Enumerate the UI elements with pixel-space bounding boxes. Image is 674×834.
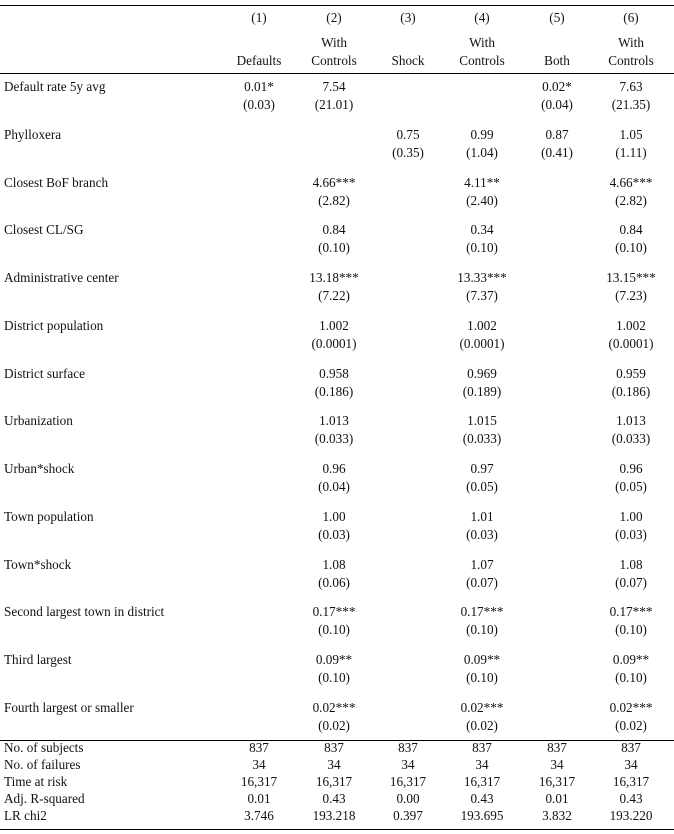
std-error-cell: (0.02) (466, 718, 498, 733)
column-number: (1) (251, 10, 267, 25)
coefficient-cell: 1.002 (467, 318, 497, 333)
row-label: Closest CL/SG (4, 222, 84, 237)
stat-value: 0.43 (322, 791, 346, 806)
stat-value: 837 (621, 740, 641, 755)
stat-value: 34 (327, 757, 341, 772)
std-error-cell: (2.82) (318, 193, 350, 208)
coefficient-cell: 1.002 (616, 318, 646, 333)
coefficient-cell: 1.013 (319, 413, 349, 428)
coefficient-cell: 13.33*** (457, 270, 507, 285)
row-label: Urbanization (4, 413, 73, 428)
std-error-cell: (0.033) (611, 431, 651, 446)
coefficient-cell: 4.66*** (312, 175, 356, 190)
coefficient-cell: 0.09** (612, 652, 650, 667)
stat-value: 193.695 (460, 808, 504, 823)
stat-value: 0.00 (396, 791, 420, 806)
stat-value: 837 (249, 740, 269, 755)
coefficient-cell: 0.75 (396, 127, 420, 142)
std-error-cell: (7.23) (615, 288, 647, 303)
row-label: Second largest town in district (4, 604, 165, 619)
coefficient-cell: 0.99 (470, 127, 494, 142)
table-rule (0, 73, 674, 74)
std-error-cell: (0.02) (615, 718, 647, 733)
std-error-cell: (1.04) (466, 145, 498, 160)
stat-value: 0.43 (470, 791, 494, 806)
std-error-cell: (0.186) (611, 384, 651, 399)
stat-value: 837 (472, 740, 492, 755)
column-header-line2: Controls (459, 53, 505, 68)
std-error-cell: (2.82) (615, 193, 647, 208)
coefficient-cell: 0.34 (470, 222, 494, 237)
std-error-cell: (0.0001) (459, 336, 505, 351)
column-header-line2: Controls (311, 53, 357, 68)
column-number: (4) (474, 10, 490, 25)
stat-value: 34 (401, 757, 415, 772)
coefficient-cell: 1.00 (619, 509, 643, 524)
coefficient-cell: 0.84 (619, 222, 643, 237)
column-header-line1: With (618, 35, 644, 50)
row-label: District surface (4, 366, 85, 381)
std-error-cell: (0.03) (318, 527, 350, 542)
std-error-cell: (0.10) (615, 622, 647, 637)
stat-label: No. of subjects (4, 740, 84, 755)
std-error-cell: (0.04) (541, 97, 573, 112)
coefficient-cell: 0.02*** (312, 700, 356, 715)
std-error-cell: (7.37) (466, 288, 498, 303)
stat-value: 193.220 (609, 808, 653, 823)
coefficient-cell: 0.17*** (460, 604, 504, 619)
std-error-cell: (0.07) (466, 575, 498, 590)
stat-value: 193.218 (312, 808, 356, 823)
stat-value: 34 (252, 757, 266, 772)
row-label: Urban*shock (4, 461, 75, 476)
stat-value: 34 (475, 757, 489, 772)
coefficient-cell: 0.96 (619, 461, 643, 476)
std-error-cell: (0.10) (318, 670, 350, 685)
stat-value: 837 (398, 740, 418, 755)
std-error-cell: (0.04) (318, 479, 350, 494)
column-header-line2: Both (544, 53, 570, 68)
stat-value: 837 (547, 740, 567, 755)
std-error-cell: (0.0001) (608, 336, 654, 351)
std-error-cell: (0.10) (318, 622, 350, 637)
row-label: Fourth largest or smaller (4, 700, 134, 715)
std-error-cell: (0.189) (462, 384, 502, 399)
stat-value: 16,317 (389, 774, 427, 789)
coefficient-cell: 0.09** (463, 652, 501, 667)
std-error-cell: (0.10) (466, 240, 498, 255)
stat-value: 34 (550, 757, 564, 772)
column-number: (3) (400, 10, 416, 25)
coefficient-cell: 1.05 (619, 127, 643, 142)
coefficient-cell: 0.969 (467, 366, 497, 381)
std-error-cell: (1.11) (615, 145, 647, 160)
coefficient-cell: 7.54 (322, 79, 346, 94)
coefficient-cell: 1.08 (619, 557, 643, 572)
coefficient-cell: 13.15*** (606, 270, 656, 285)
coefficient-cell: 1.013 (616, 413, 646, 428)
stat-value: 16,317 (315, 774, 353, 789)
coefficient-cell: 0.87 (545, 127, 569, 142)
row-label: Third largest (4, 652, 72, 667)
row-label: Town population (4, 509, 94, 524)
stat-value: 837 (324, 740, 344, 755)
std-error-cell: (0.05) (615, 479, 647, 494)
table-rule (0, 5, 674, 6)
stat-value: 16,317 (612, 774, 650, 789)
coefficient-cell: 0.958 (319, 366, 349, 381)
stat-value: 16,317 (463, 774, 501, 789)
coefficient-cell: 1.00 (322, 509, 346, 524)
coefficient-cell: 7.63 (619, 79, 643, 94)
coefficient-cell: 0.96 (322, 461, 346, 476)
stat-label: Time at risk (4, 774, 68, 789)
column-header-line2: Controls (608, 53, 654, 68)
coefficient-cell: 1.01 (470, 509, 494, 524)
std-error-cell: (0.02) (318, 718, 350, 733)
column-header-line2: Shock (391, 53, 425, 68)
stat-value: 16,317 (240, 774, 278, 789)
column-header-line1: With (469, 35, 495, 50)
std-error-cell: (0.03) (615, 527, 647, 542)
std-error-cell: (0.033) (462, 431, 502, 446)
coefficient-cell: 0.959 (616, 366, 646, 381)
coefficient-cell: 4.66*** (609, 175, 653, 190)
std-error-cell: (0.033) (314, 431, 354, 446)
coefficient-cell: 4.11** (464, 175, 500, 190)
std-error-cell: (0.10) (466, 670, 498, 685)
row-label: Closest BoF branch (4, 175, 109, 190)
coefficient-cell: 0.02*** (460, 700, 504, 715)
stat-label: No. of failures (4, 757, 81, 772)
row-label: Town*shock (4, 557, 72, 572)
std-error-cell: (0.10) (615, 240, 647, 255)
row-label: District population (4, 318, 104, 333)
coefficient-cell: 0.97 (470, 461, 494, 476)
stat-value: 3.832 (542, 808, 572, 823)
stat-label: LR chi2 (4, 808, 47, 823)
stat-value: 0.01 (545, 791, 569, 806)
coefficient-cell: 0.09** (315, 652, 353, 667)
coefficient-cell: 1.07 (470, 557, 494, 572)
coefficient-cell: 1.002 (319, 318, 349, 333)
coefficient-cell: 0.02*** (609, 700, 653, 715)
std-error-cell: (0.41) (541, 145, 573, 160)
std-error-cell: (0.06) (318, 575, 350, 590)
std-error-cell: (0.07) (615, 575, 647, 590)
stat-value: 16,317 (538, 774, 576, 789)
coefficient-cell: 0.84 (322, 222, 346, 237)
coefficient-cell: 1.08 (322, 557, 346, 572)
column-number: (6) (623, 10, 639, 25)
std-error-cell: (0.35) (392, 145, 424, 160)
std-error-cell: (0.05) (466, 479, 498, 494)
stat-label: Adj. R-squared (4, 791, 85, 806)
stat-value: 34 (624, 757, 638, 772)
table-rule (0, 829, 674, 830)
column-header-line1: With (321, 35, 347, 50)
coefficient-cell: 13.18*** (309, 270, 359, 285)
column-number: (5) (549, 10, 565, 25)
column-header-line2: Defaults (236, 53, 282, 68)
std-error-cell: (7.22) (318, 288, 350, 303)
std-error-cell: (21.35) (611, 97, 651, 112)
coefficient-cell: 0.17*** (312, 604, 356, 619)
std-error-cell: (0.10) (318, 240, 350, 255)
std-error-cell: (0.186) (314, 384, 354, 399)
std-error-cell: (0.0001) (311, 336, 357, 351)
std-error-cell: (0.03) (243, 97, 275, 112)
std-error-cell: (0.03) (466, 527, 498, 542)
coefficient-cell: 1.015 (467, 413, 497, 428)
coefficient-cell: 0.17*** (609, 604, 653, 619)
column-number: (2) (326, 10, 342, 25)
stat-value: 3.746 (244, 808, 274, 823)
std-error-cell: (0.10) (615, 670, 647, 685)
stat-value: 0.01 (247, 791, 271, 806)
std-error-cell: (2.40) (466, 193, 498, 208)
row-label: Default rate 5y avg (4, 79, 106, 94)
coefficient-cell: 0.01* (244, 79, 274, 94)
stat-value: 0.397 (393, 808, 423, 823)
stat-value: 0.43 (619, 791, 643, 806)
std-error-cell: (0.10) (466, 622, 498, 637)
row-label: Administrative center (4, 270, 119, 285)
row-label: Phylloxera (4, 127, 62, 142)
std-error-cell: (21.01) (314, 97, 354, 112)
coefficient-cell: 0.02* (542, 79, 572, 94)
